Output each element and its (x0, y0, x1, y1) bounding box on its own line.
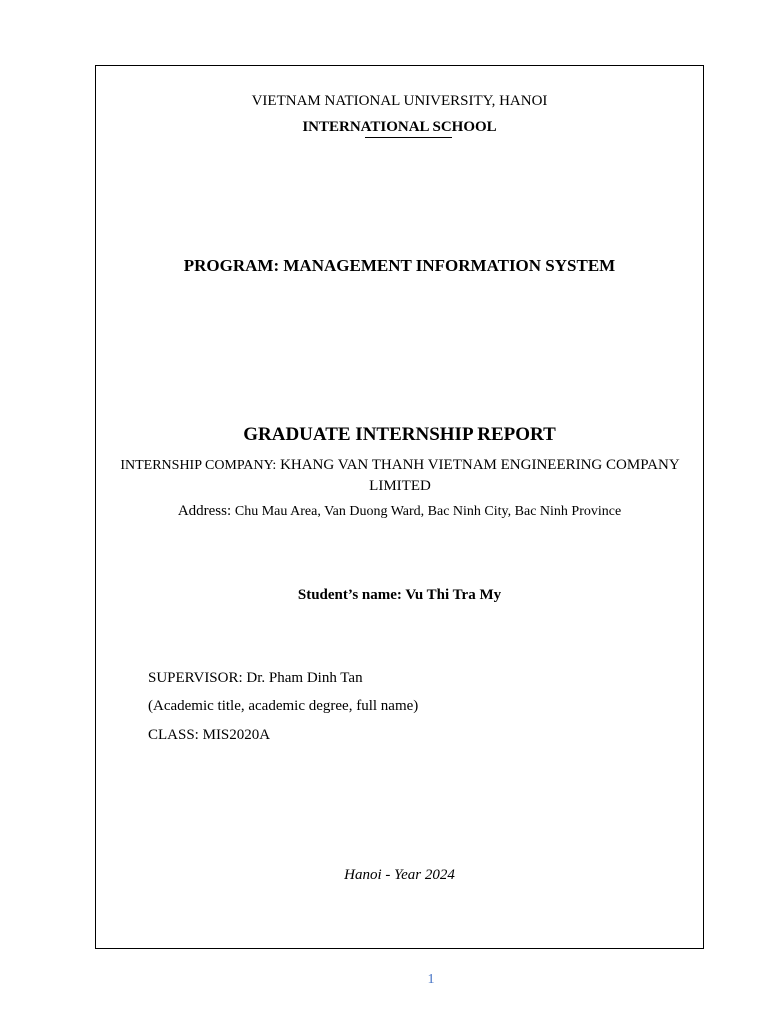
page-number: 1 (427, 972, 435, 987)
place-and-year: Hanoi - Year 2024 (344, 867, 455, 883)
company-name: KHANG VAN THANH VIETNAM ENGINEERING COMPANY LIMITED (280, 457, 680, 494)
report-title: GRADUATE INTERNSHIP REPORT (243, 424, 556, 445)
student-name-value: Vu Thi Tra My (405, 587, 502, 603)
class-info: CLASS: MIS2020A (148, 727, 271, 743)
company-address (95, 503, 704, 520)
supervisor: SUPERVISOR: Dr. Pham Dinh Tan (148, 670, 363, 686)
school-name-text: INTERNATIONAL SCHOOL (302, 119, 497, 135)
program-title: PROGRAM: MANAGEMENT INFORMATION SYSTEM (183, 256, 616, 275)
school-underline (365, 137, 452, 138)
address-value: Chu Mau Area, Van Duong Ward, Bac Ninh City, Bac Ninh Province (234, 504, 622, 519)
school-name (95, 119, 704, 136)
internship-company (120, 455, 680, 496)
student-name (95, 587, 704, 604)
university-name: VIETNAM NATIONAL UNIVERSITY, HANOI (251, 93, 548, 109)
address-label: Address: (177, 503, 232, 519)
school-name-wrap (302, 119, 496, 136)
student-label: Student’s name: (297, 587, 402, 603)
supervisor-note: (Academic title, academic degree, full name) (148, 698, 419, 714)
company-label: INTERNSHIP COMPANY: (120, 458, 277, 473)
